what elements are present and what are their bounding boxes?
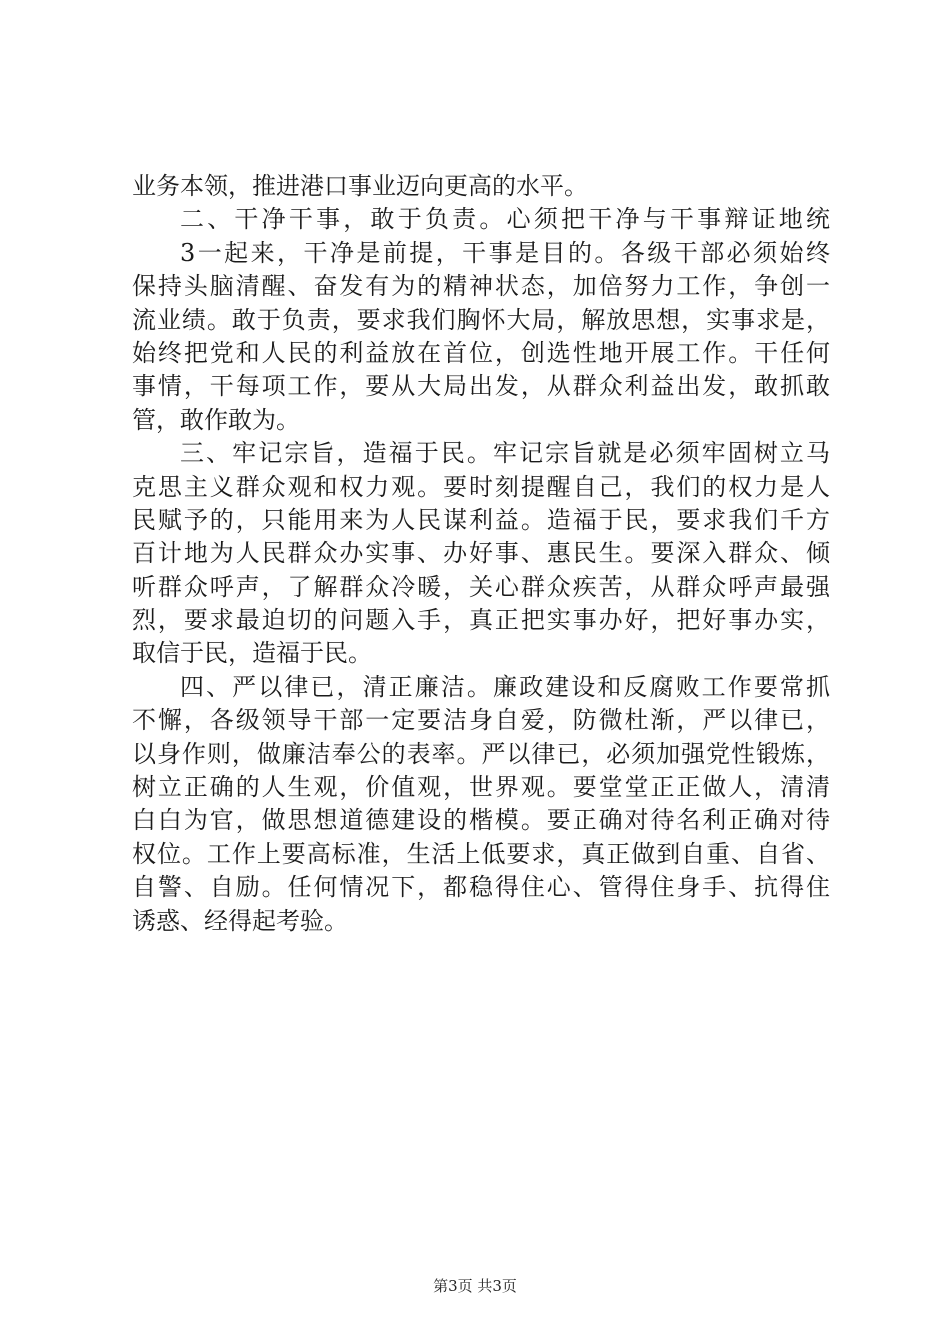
text-line: 流业绩。敢于负责，要求我们胸怀大局，解放思想，实事求是， <box>132 305 830 334</box>
text-line: 不懈，各级领导干部一定要洁身自爱，防微杜渐，严以律已， <box>132 706 830 735</box>
page-number-footer: 第3页 共3页 <box>433 1277 517 1295</box>
text-line: 百计地为人民群众办实事、办好事、惠民生。要深入群众、倾 <box>132 539 830 568</box>
text-line: 白白为官，做思想道德建设的楷模。要正确对待名利正确对待 <box>132 806 830 835</box>
text-line: 取信于民，造福于民。 <box>132 639 372 668</box>
text-line: 以身作则，做廉洁奉公的表率。严以律已，必须加强党性锻炼， <box>132 739 830 768</box>
text-line: 听群众呼声，了解群众冷暖，关心群众疾苦，从群众呼声最强 <box>132 572 830 601</box>
text-line: 克思主义群众观和权力观。要时刻提醒自己，我们的权力是人 <box>132 472 830 501</box>
text-line: 事情，干每项工作，要从大局出发，从群众利益出发，敢抓敢 <box>132 372 830 401</box>
text-line: 保持头脑清醒、奋发有为的精神状态，加倍努力工作，争创一 <box>132 272 830 301</box>
text-line: 二、干净干事，敢于负责。心须把干净与干事辩证地统 <box>180 205 830 234</box>
text-line: 四、严以律已，清正廉洁。廉政建设和反腐败工作要常抓 <box>180 672 830 701</box>
text-line: 业务本领，推进港口事业迈向更高的水平。 <box>132 172 588 200</box>
document-body <box>132 170 830 938</box>
text-line: 烈，要求最迫切的问题入手，真正把实事办好，把好事办实， <box>132 606 830 635</box>
text-line: 民赋予的，只能用来为人民谋利益。造福于民，要求我们千方 <box>132 505 830 534</box>
text-line: 三、牢记宗旨，造福于民。牢记宗旨就是必须牢固树立马 <box>180 439 830 468</box>
text-line: 权位。工作上要高标准，生活上低要求，真正做到自重、自省、 <box>132 839 830 868</box>
text-line: 始终把党和人民的利益放在首位，创选性地开展工作。干任何 <box>132 338 830 367</box>
text-line: 3一起来，干净是前提，干事是目的。各级干部必须始终 <box>180 238 830 267</box>
text-line: 诱惑、经得起考验。 <box>132 906 348 935</box>
text-line: 管，敢作敢为。 <box>132 405 300 434</box>
text-line: 自警、自励。任何情况下，都稳得住心、管得住身手、抗得住 <box>132 873 830 902</box>
text-line: 树立正确的人生观，价值观，世界观。要堂堂正正做人，清清 <box>132 773 830 802</box>
